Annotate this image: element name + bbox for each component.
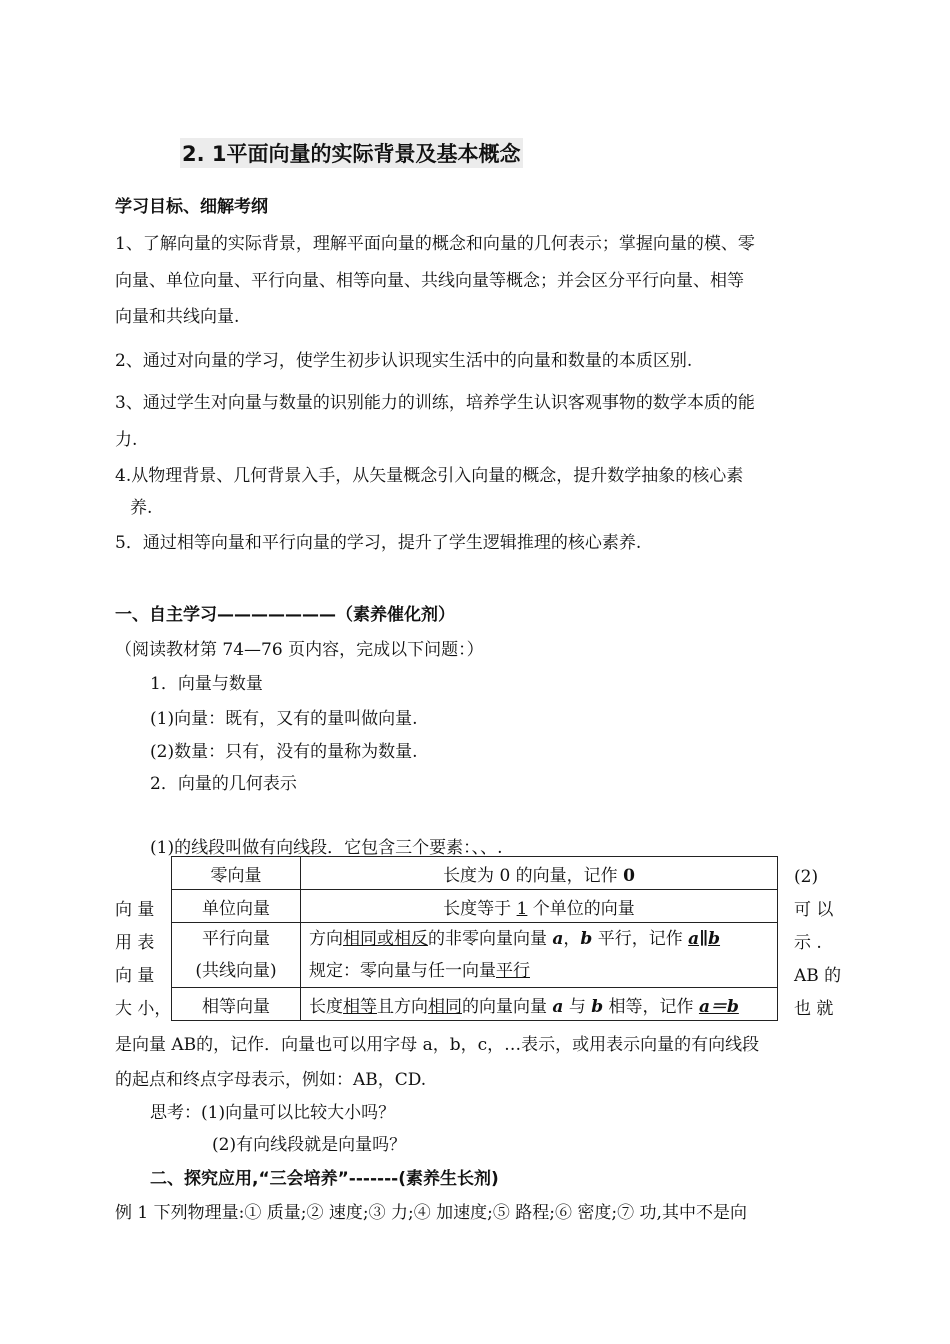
table-row (172, 857, 778, 890)
row-name: 零向量 (172, 857, 301, 890)
row-name: 平行向量 (共线向量) (172, 923, 301, 988)
side-text-right: (2) 可 以 示 . AB 的 也 就 (794, 867, 842, 1019)
goal-line: 4.从物理背景、几何背景入手，从矢量概念引入向量的概念，提升数学抽象的核心素 (115, 466, 744, 486)
list-item: 2．向量的几何表示 (150, 774, 297, 794)
section2-heading: 二、探究应用,“三会培养”-------(素养生长剂) (150, 1169, 499, 1189)
row-desc: 长度为 0 的向量，记作 0 (301, 857, 778, 890)
table-row (172, 923, 778, 988)
section1-heading: 一、自主学习———————（素养催化剂） (115, 605, 455, 625)
goal-line: 5．通过相等向量和平行向量的学习，提升了学生逻辑推理的核心素养. (115, 533, 642, 553)
table-row (172, 890, 778, 923)
goal-line: 力. (115, 430, 138, 450)
list-item: (2)数量：只有，没有的量称为数量. (150, 742, 418, 762)
row-name: 单位向量 (172, 890, 301, 923)
text-line: 是向量 AB的，记作．向量也可以用字母 a，b，c，…表示，或用表示向量的有向线段 (115, 1035, 760, 1055)
row-desc: 长度等于 1 个单位的向量 (301, 890, 778, 923)
list-item: 1．向量与数量 (150, 674, 263, 694)
section1-intro: （阅读教材第 74—76 页内容，完成以下问题：） (115, 640, 484, 660)
example-line: 例 1 下列物理量:① 质量;② 速度;③ 力;④ 加速度;⑤ 路程;⑥ 密度;⑦ 功,其中不是向 (115, 1203, 747, 1223)
goal-line: 1、了解向量的实际背景，理解平面向量的概念和向量的几何表示；掌握向量的模、零 (115, 234, 755, 254)
segment-line: (1)的线段叫做有向线段．它包含三个要素：、、. (150, 838, 503, 858)
list-item: (1)向量：既有，又有的量叫做向量. (150, 709, 418, 729)
goal-line: 向量、单位向量、平行向量、相等向量、共线向量等概念；并会区分平行向量、相等 (115, 271, 744, 291)
concepts-table (171, 856, 778, 1021)
goal-line: 2、通过对向量的学习，使学生初步认识现实生活中的向量和数量的本质区别. (115, 351, 693, 371)
goal-line: 3、通过学生对向量与数量的识别能力的训练，培养学生认识客观事物的数学本质的能 (115, 393, 755, 413)
goal-line: 养. (130, 498, 153, 518)
page-title: 2. 1平面向量的实际背景及基本概念 (180, 138, 523, 168)
goal-line: 向量和共线向量. (115, 307, 240, 327)
text-line: 的起点和终点字母表示，例如：AB，CD. (115, 1070, 427, 1090)
think-line: 思考：(1)向量可以比较大小吗？ (150, 1103, 396, 1123)
table-row (172, 988, 778, 1021)
row-name: 相等向量 (172, 988, 301, 1021)
goals-heading: 学习目标、细解考纲 (115, 197, 268, 217)
row-desc: 方向相同或相反的非零向量向量 a，b 平行，记作 a∥b 规定：零向量与任一向量平行 (301, 923, 778, 988)
think-line: (2)有向线段就是向量吗？ (212, 1135, 407, 1155)
side-text-left: 向 量 用 表 向 量 大 小， (115, 900, 172, 1019)
row-desc: 长度相等且方向相同的向量向量 a 与 b 相等，记作 a＝b (301, 988, 778, 1021)
